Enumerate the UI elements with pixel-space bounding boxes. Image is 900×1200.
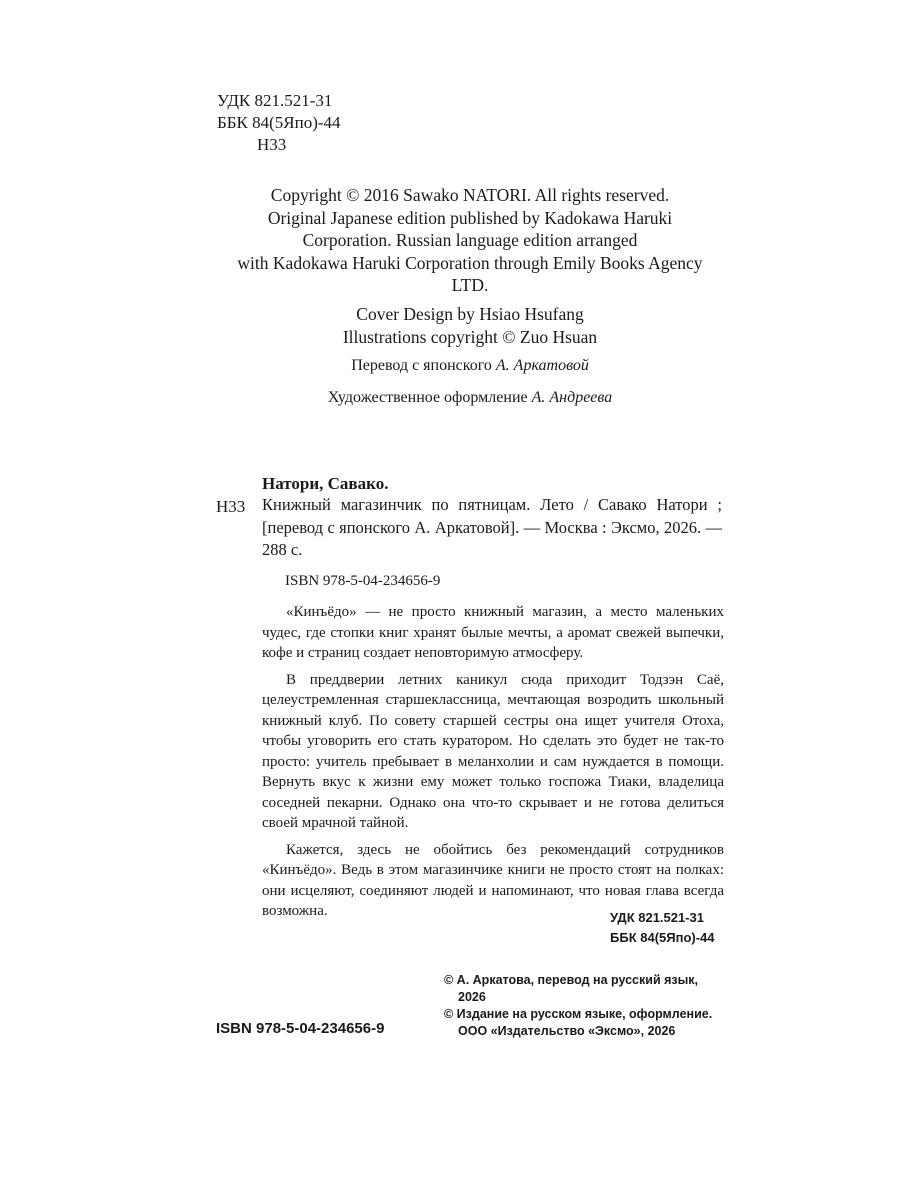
cover-design-credit: Cover Design by Hsiao Hsufang	[356, 304, 584, 324]
translation-credit	[210, 357, 730, 375]
translation-copyright-year: 2026	[458, 990, 486, 1004]
copyright-line: Original Japanese edition published by Kadokawa Haruki	[267, 207, 673, 228]
illustrations-credit: Illustrations copyright © Zuo Hsuan	[342, 326, 598, 347]
annotation-paragraph: «Кинъёдо» — не просто книжный магазин, а место маленьких чудес, где стопки книг хранят былые мечты, а аромат свежей выпечки, кофе и страниц создает неповторимую атмосферу.	[262, 604, 724, 661]
copyright-line: Copyright © 2016 Sawako NATORI. All rights reserved.	[270, 185, 670, 205]
annotation-paragraph: Кажется, здесь не обойтись без рекомендаций сотрудников «Кинъёдо». Ведь в этом магазинчике книги не просто стоят на полках: они исцеляют, соединяют людей и напоминают, что новая глава всегда возможна.	[262, 841, 724, 919]
copyright-line: Corporation. Russian language edition arranged	[302, 230, 638, 250]
footer-bbk-code: ББК 84(5Япо)-44	[610, 930, 715, 945]
author-heading: Натори, Савако.	[262, 474, 389, 493]
art-design-credit	[210, 389, 730, 407]
bbk-code: ББК 84(5Япо)-44	[217, 113, 341, 132]
book-annotation	[262, 602, 724, 928]
footer-isbn: ISBN 978-5-04-234656-9	[216, 1020, 385, 1037]
footer-copyright-block	[444, 972, 734, 1040]
translation-copyright: © А. Аркатова, перевод на русский язык,	[444, 973, 699, 987]
udk-code: УДК 821.521-31	[217, 91, 333, 110]
edition-copyright: © Издание на русском языке, оформление.	[444, 1007, 713, 1021]
copyright-line: with Kadokawa Haruki Corporation through Emily Books Agency	[237, 252, 703, 273]
translator-name: А. Аркатовой	[495, 357, 589, 374]
translation-label: Перевод с японского	[351, 357, 492, 374]
isbn-bibliographic: ISBN 978-5-04-234656-9	[285, 573, 441, 589]
bibliographic-code: Н33	[216, 497, 246, 516]
annotation-paragraph: В преддверии летних каникул сюда приходит Тодзэн Саё, целеустремленная старшеклассница, мечтающая возродить школьный книжный клуб. По совету старшей сестры она ищет учителя Отоха, чтобы уговорить его стать куратором. Но сделать это будет не так-то просто: учитель пребывает в меланхолии и сам нуждается в помощи. Вернуть вкус к жизни ему может только госпожа Тиаки, владелица соседней пекарни. Однако она что-то скрывает и не готова делиться своей мрачной тайной.	[262, 671, 724, 831]
copyright-line: LTD.	[451, 275, 489, 295]
bibliographic-description: Книжный магазинчик по пятницам. Лето / Савако Натори ; [перевод с японского А. Аркатовой]. — Москва : Эксмо, 2026. — 288 с.	[262, 495, 722, 559]
design-credits	[210, 303, 730, 348]
author-sign: Н33	[257, 135, 287, 154]
footer-classification-codes	[610, 908, 715, 948]
publisher-copyright: ООО «Издательство «Эксмо», 2026	[458, 1024, 676, 1038]
copyright-notice	[210, 184, 730, 297]
designer-name: А. Андреева	[531, 389, 613, 406]
footer-udk-code: УДК 821.521-31	[610, 910, 705, 925]
art-design-label: Художественное оформление	[327, 389, 528, 406]
classification-codes	[217, 90, 341, 156]
